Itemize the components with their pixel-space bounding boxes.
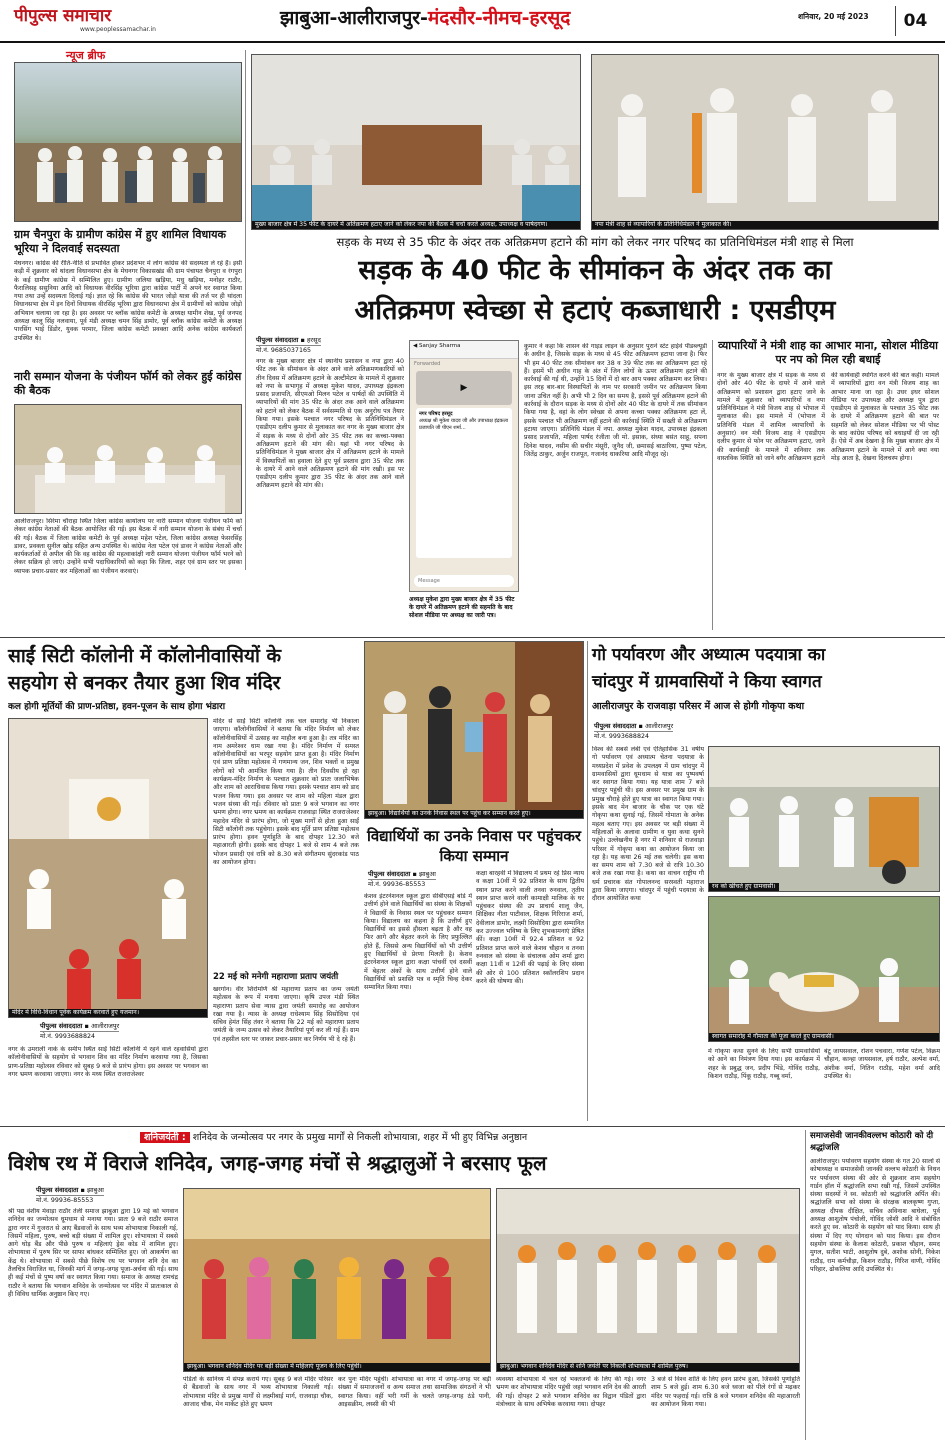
shani-byline: पीपुल्स संवाददाता ▪ झाबुआ मो.नं. 99936-85553 (36, 1186, 104, 1204)
section-rule-2 (0, 1126, 945, 1127)
brief-headline-2: नारी सम्मान योजना के पंजीयन फॉर्म को लेकर हुई कांग्रेस की बैठक (14, 370, 242, 397)
shani-column-4: व्यवस्था शोभायात्रा में चल रहे भक्तजनों के लिए की गई। नगर भ्रमण कर शोभायात्रा मंदिर पहुंची जहां भगवान शनि देव की आरती की गई। दोपहर 2 बजे भगवान शनिदेव का विद्वान पंडितों द्वारा मंत्रोच्चार के साथ अभिषेक करवाया गया। दोपहर (496, 1376, 646, 1408)
brief-headline-1: ग्राम चैनपुरा के ग्रामीण कांग्रेस में हुए शामिल विधायक भूरिया ने दिलवाई सदस्यता (14, 228, 226, 255)
edition-title-a: झाबुआ-आलीराजपुर- (280, 7, 428, 29)
shani-photo-2 (496, 1188, 800, 1372)
brief-photo-2 (14, 404, 242, 514)
brief-label-text: न्यूज ब्रीफ (66, 49, 106, 62)
logo (14, 6, 174, 36)
lead-byline-place: हरसूद (306, 336, 321, 344)
shani-byline-phone: मो.नं. 99936-85553 (36, 1195, 104, 1205)
obit-headline: समाजसेवी जानकीवल्लभ कोठारी को दी श्रद्धांजलि (810, 1131, 934, 1153)
shani-byline-name: पीपुल्स संवाददाता (36, 1186, 79, 1194)
brief-text-1: मेघनगर। कांग्रेस की रीति-नीति से प्रभावित होकर प्रदेशभर में लोग कांग्रेस की सदस्यता ले रहे हैं। इसी कड़ी में शुक्रवार को थांदला विधानसभा क्षेत्र के मेघनगर विकासखंड की ग्राम पंचायत चैनपुरा व रंगपुरा के कई ग्रामीण कांग्रेस में सम्मिलित हुए। ग्रामीण जलिया खड़िया, मधु खड़िया, मनोहर राठौर, फैरालिसह ससुनिया आदि को विधायक वीरसिंह भूरिया द्वारा कांग्रेस पार्टी में अपने घर स्वागत किया गया तथा उन्हें सदस्यता दिलाई गई। ज्ञात रहे कि कांग्रेस की भारत जोड़ो यात्रा की तर्ज पर ही थांदला विधानसभा क्षेत्र में इन दिनों विधायक वीरसिंह भूरिया द्वारा विधानसभा क्षेत्र में ग्रामीणों को कांग्रेस जोड़ो अभियान चलाया जा रहा है। इस अवसर पर ब्लॉक कांग्रेस कमेटी के अध्यक्ष यामीन शेख, पूर्व जनपद अध्यक्ष कालू सिंह नलवाया, पूर्व मंडी अध्यक्ष चमन सिंह डामोर, पूर्व ब्लॉक कांग्रेस कमेटी के अध्यक्ष पारसिंग भाई डिंडोर, युवक परमार, जिला कांग्रेस कमेटी प्रवक्ता आदि अनेक कांग्रेस कार्यकर्ता उपस्थित थे। (14, 260, 242, 342)
edition-title (280, 6, 570, 30)
news-brief (6, 48, 244, 575)
sai-caption: मंदिर में विधि-विधान पूर्वक कार्यक्रम करवाते हुए यजमान। (9, 1009, 208, 1017)
shani-kicker (140, 1131, 800, 1144)
meeting-room-image (252, 55, 581, 230)
logo-text: पीपुल्स समाचार (14, 6, 112, 26)
lead-side-text: नगर के मुख्य बाजार क्षेत्र में सड़क के मध्य से दोनों ओर 40 फीट के दायरे में आने वाले अतिक्रमण को प्रशासन द्वारा हटाए जाने के मामले में शुक्रवार को व्यापारियों व नपा प्रतिनिधिमंडल ने मंत्री विजय शाह से भोपाल में मुलाकात की। इस मामले में (भोपाल में प्रतिनिधि मंडल में शामिल व्यापारियों के अनुसार) वन मंत्री विजय शाह ने एसडीएम दलीप कुमार से फोन पर अतिक्रमण हटाए, जाने की कार्यवाही के मामले में शनिवार तक वास्तविक स्थिति को जाने बगैर अतिक्रमण हटाने की कार्यवाही स्थगित करने की बात कही। मामले में व्यापारियों द्वारा वन मंत्री विजय शाह का आभार माना जा रहा है। उधर इधर सोशल मीडिया पर उपाध्यक्ष और अध्यक्ष पुत्र द्वारा एसडीएम से मुलाकात के पश्चात 35 फीट तक के दायरे में अतिक्रमण हटाने की बात पर सहमति को लेकर सोशल मीडिया पर भी पोस्ट के बाद कांग्रेस परिषद को बधाइयाँ दी जा रही हैं। ऐसे में अब देखना है कि मुख्य बाजार क्षेत्र में अतिक्रमण हटाने के मामले में आगे क्या नया मोड़ आता है, देखना दिलचस्प होगा। (717, 372, 939, 462)
students-image (365, 642, 584, 819)
shani-kicker-tag: शनिजयंती : (140, 1132, 190, 1143)
gau-subheadline: आलीराजपुर के राजवाड़ा परिसर में आज से होगी गोकृपा कथा (592, 701, 805, 712)
student-byline: पीपुल्स संवाददाता ▪ झाबुआ मो.नं. 99936-85553 (368, 870, 436, 888)
jayanti-headline: 22 मई को मनेगी महाराणा प्रताप जयंती (213, 972, 339, 982)
obit-divider (805, 1130, 806, 1440)
left-column-divider (245, 50, 246, 570)
gau-byline-place: आलीराजपुर (644, 722, 674, 730)
masthead-rule (0, 41, 945, 43)
delegation-image (592, 55, 939, 230)
brief-photo-1 (14, 62, 242, 222)
chat-input[interactable] (414, 575, 514, 587)
gau-byline-name: पीपुल्स संवाददाता (594, 722, 637, 730)
shani-kicker-text: शनिदेव के जन्मोत्सव पर नगर के प्रमुख मार्गों से निकली शोभायात्रा, शहर में भी हुए विभिन्न अनुष्ठान (192, 1132, 528, 1143)
student-headline: विद्यार्थियों का उनके निवास पर पहुंचकर किया सम्मान (366, 827, 582, 865)
chat-forwarded: Forwarded (414, 361, 441, 367)
women-worship-image (184, 1189, 491, 1372)
shani-caption-2: झाबुआ। भगवान शनिदेव मंदिर से शनि जयंती पर निकली शोभायात्रा में शामिल पुरुष। (497, 1363, 800, 1371)
sai-byline-place: आलीराजपुर (90, 1022, 120, 1030)
gau-column-2: में गोकृपा कथा सुनने के लिए सभी ग्रामवासियों को आने का निमंत्रण दिया गया। इस कार्यक्रम में शहर के प्रबुद्ध जन, प्रदीप भिंडे, गोविंद राठौड़, किशन राठौड़, पिंकू राठौड़, गब्बू वर्मा, (708, 1048, 820, 1080)
gau-photo-2 (708, 896, 940, 1042)
sai-byline-name: पीपुल्स संवाददाता (40, 1022, 83, 1030)
student-column-1: केशव इंटरनेशनल स्कूल द्वारा सीबीएसई बोर्ड में उत्तीर्ण होने वाले विद्यार्थियों का संस्था के शिक्षकों ने विद्यार्थी के निवास स्थल पर पहुंचकर सम्मान किया। विद्यालय का कहना है कि उत्तीर्ण हुए विद्यार्थियों का इससे हौसला बढ़ता है और वह फिर आगे और बेहतर करने के लिए प्रफुल्लित होते हैं, जिससे अन्य विद्यार्थियों को भी उत्तीर्ण हुए विद्यार्थियों से प्रेरणा मिलती है। केशव इंटरनेशनल स्कूल द्वारा कक्षा पांचवीं एवं दसवीं में बेहतर अंकों के साथ उत्तीर्ण होने वाले विद्यार्थियों को प्रशस्ति पत्र व स्मृति चिन्ह देकर सम्मानित किया गया। (364, 893, 472, 992)
cow-worship-image (709, 897, 940, 1042)
shani-caption-1: झाबुआ। भगवान शनिदेव मंदिर पर बड़ी संख्या में महिलाएं पूजन के लिए पहुंचीं। (184, 1363, 491, 1371)
shani-headline: विशेष रथ में विराजे शनिदेव, जगह-जगह मंचों से श्रद्धालुओं ने बरसाए फूल (8, 1151, 547, 1175)
edition-title-b: मंदसौर-नीमच-हरसूद (427, 7, 571, 29)
student-column-2: कक्षा बारहवीं में विद्यालय में प्रथम रहे प्रिंस न्याय व कक्षा 10वीं में 92 प्रतिशत के साथ द्वितीय स्थान प्राप्त करने वाली तनवा रुनवाल, तृतीय स्थान प्राप्त करने वाली कामाक्षी मालिक के घर पहुंचकर संस्था की उप प्राचार्य शालू जैन, शिक्षिका नीता पाटीवाल, शिक्षक गिरिराज शर्मा, देवीलाल डामोर, लक्ष्मी सिसोदिया द्वारा सम्मानित कर उज्ज्वल भविष्य के लिए शुभकामनाएं प्रेषित कीं। कक्षा 10वीं में 92.4 प्रतिशत व 92 प्रतिशत प्राप्त करने वाले केशव चौहान व तनवा रुनवाल को संस्था के संचालक ओम शर्मा द्वारा कक्षा 11वीं व 12वीं की पढ़ाई के लिए संस्था की ओर से 100 प्रतिशत स्कॉलरशिप प्रदान करने की घोषणा की। (476, 870, 584, 985)
sai-photo (8, 718, 208, 1018)
lead-photo-1 (251, 54, 581, 230)
student-byline-name: पीपुल्स संवाददाता (368, 870, 411, 878)
sai-subheadline: कल होगी मूर्तियों की प्राण-प्रतिष्ठा, हवन-पूजन के साथ होगा भंडारा (8, 702, 226, 712)
chat-input-placeholder: Message (418, 578, 440, 584)
lead-byline-name: पीपुल्स संवाददाता (256, 336, 299, 344)
brief-label (66, 48, 105, 63)
lead-caption-1: मुख्य बाजार क्षेत्र में 35 फीट के दायरे में अतिक्रमण हटाए जाने को लेकर नपा की बैठक में चर्चा करते अध्यक्ष, उपाध्यक्ष व पार्षदगण। (252, 221, 581, 229)
gau-column-1: विश्व की सबसे लंबी एवं ऐतिहासिक 31 वर्षीय गो पर्यावरण एवं अध्यात्म चेतना पदयात्रा के मध्यप्रदेश में प्रवेश के उपलक्ष्य में ग्राम चांदपुर में ग्रामवासियों द्वारा धूमधाम से यात्रा का पुष्पवर्षा कर स्वागत किया गया। यह यात्रा शाम 7 बजे चांदपुर पहुंची थी। इस अवसर पर प्रमुख ग्राम के प्रमुख चौराहे होते हुए यात्रा का स्वागत किया गया। इसके बाद मेन बाजार के चौक पर एक घंटे गोकृपा कथा सुनाई गई, जिसमें गोमाता के अनेक महत्व बताए गए। इस अवसर पर बड़ी संख्या में महिलाओं के अलावा ग्रामीण व युवा कथा सुनने पहुंचे। उल्लेखनीय है नगर में शनिवार से राजवाड़ा परिसर में गोकृपा कथा का आयोजन किया जा रहा है। यह कथा 26 मई तक चलेगी। इस कथा का समय शाम को 7.30 बजे से रात्रि 10.30 बजे तक रखा गया है। कथा का वाचन राष्ट्रीय गौ धर्म प्रचारक संत गोपालनन्द सरस्वती महाराज द्वारा किया जाएगा। चांदपुर में पहुंची पदयात्रा के दौरान आयोजित कथा (592, 746, 704, 903)
sai-column-2: मंदिर से साईं सिटी कॉलोनी तक चल समारोह भी निकाला जाएगा। कॉलोनीवासियों ने बताया कि मंदिर निर्माण को लेकर कॉलोनीवासियों में उत्साह का माहौल बना हुआ है। तत्र मंदिर का नाम अमरेश्वर धाम रखा गया है। मंदिर निर्माण में समस्त कॉलोनीवासियों का भरपूर सहयोग प्राप्त हुआ है। मंदिर निर्माण एवं प्राण प्रतिष्ठा महोत्सव में गणमान्य जन, शिव भक्तों व प्रमुख लोगों को भी आमंत्रित किया गया है। तीन दिवसीय हो रहा कार्यक्रम-मंदिर निर्माण के पश्चात शुक्रवार को प्रातः जलाभिषेक और शाम को आराधिवास किया गया। इसके पश्चात शाम को डाद भजन किया गया। इस अवसर पर शाम को महिला मंडल द्वारा भजन संध्या की गई। रविवार को प्रातः 9 बजे भगवान का नगर भ्रमण होगा। नगर भ्रमण का कार्यक्रम राजवाड़ा स्थित राजराजेश्वर महादेव मंदिर से प्रारंभ होगा, जो मुख्य मार्गों से होता हुआ साईं सिटी कॉलोनी तक पहुंचेगा। इसके बाद मूर्ति प्राण प्रतिष्ठा महोत्सव प्रारंभ होगा। हवन पूर्णाहुति के बाद दोपहर 12.30 बजे महाआरती होगी। इसके बाद दोपहर 1 बजे से शाम 4 बजे तक भोजन प्रसादी एवं रात्रि को 8.30 बजे संगीतमय सुंदरकांड पाठ का आयोजन होगा। (213, 718, 359, 867)
lead-photo-2 (591, 54, 939, 230)
gau-headline-line-1: गो पर्यावरण और अध्यात्म पदयात्रा का (592, 645, 826, 665)
shani-byline-place: झाबुआ (86, 1186, 104, 1194)
shani-column-3: कर पुनः मंदिर पहुंची। शोभायात्रा का नगर में जगह-जगह पर बड़ी संख्या में समाजजनों व अन्य समाज तथा सामाजिक संगठनों ने भी स्वागत किया। वहीं भरी गर्मी के चलते जगह-जगह ठंडे पानी, आइसक्रीम, लस्सी की भी (338, 1376, 491, 1408)
student-byline-place: झाबुआ (418, 870, 436, 878)
procession-image (497, 1189, 800, 1372)
student-photo (364, 641, 584, 819)
lead-kicker: सड़क के मध्य से 35 फीट के अंदर तक अतिक्रमण हटाने की मांग को लेकर नगर परिषद का प्रतिनिधिमंडल मंत्री शाह से मिला (336, 235, 854, 249)
sai-byline-phone: मो.नं. 9993688824 (40, 1031, 119, 1041)
gau-byline-phone: मो.नं. 9993688824 (594, 731, 673, 741)
shani-photo-1 (183, 1188, 491, 1372)
student-gau-divider (587, 641, 588, 1121)
gau-photo-1 (708, 746, 940, 892)
shani-column-1: श्री पद्य वंशीय मेवाड़ा राठौर तेली समाज झाबुआ द्वारा 19 मई को भगवान शनिदेव का जन्मोत्सव धूमधाम से मनाया गया। प्रातः 9 बजे राठौर समाज द्वारा नगर में गुजरात से आए बैंडवाजों के साथ भव्य शोभायात्रा निकाली गई, जिसमें महिला, पुरुष, बच्चे बड़ी संख्या में शामिल हुए। शोभायात्रा में सबसे आगे घोड़ बैंड और पीछे पुरुष व महिलाएं ड्रेस कोड में शामिल हुए। शोभायात्रा में पुरुष सिर पर साफा बांधकर सम्मिलित हुए। जो आकर्षण का केंद्र थे। शोभायात्रा में सबसे पीछे विशेष रथ पर भगवान शनि देव का तैलचित्र विराजित था, जिनकी मार्ग में जगह-जगह पूजा-अर्चना की गई। साथ ही कई मंचों से पुष्प वर्षा कर स्वागत किया गया। समाज के अध्यक्ष रामचंद्र राठौर ने बताया कि भगवान शनिदेव के जन्मोत्सव पर मंदिर में प्रातःकाल से ही विविध धार्मिक अनुष्ठान किए गए। (8, 1208, 178, 1298)
sai-byline: पीपुल्स संवाददाता ▪ आलीराजपुर मो.नं. 9993688824 (40, 1022, 120, 1040)
lead-byline-phone: मो.नं. 9685037165 (256, 345, 321, 355)
gau-byline: पीपुल्स संवाददाता ▪ आलीराजपुर मो.नं. 9993688824 (594, 722, 674, 740)
issue-date: शनिवार, 20 मई 2023 (798, 12, 869, 21)
gau-headline-line-2: चांदपुर में ग्रामवासियों ने किया स्वागत (592, 672, 822, 692)
section-rule-1 (0, 637, 945, 638)
chat-contact: Sanjay Sharma (418, 343, 461, 349)
brief-text-2: आलीराजपुर। सिरेमा चौराहा स्थित जिला कांग्रेस कार्यालय पर नारी सम्मान योजना पंजीयन फॉर्म को लेकर कांग्रेस नेताओं की बैठक आयोजित की गई। इस बैठक में नारी सम्मान योजना के संबंध में चर्चा की गई। बैठक में जिला कांग्रेस कमेटी के पूर्व अध्यक्ष महेश पटेल, जिला कांग्रेस अध्यक्ष फेसरसिंह डावर, प्रवक्ता सुनील खोड़ सहित अन्य उपस्थित थे। कांग्रेस नेता पटेल एवं डावर ने कांग्रेस नेताओं और कार्यकर्ताओं से अपील की कि वह कांग्रेस की महत्वाकांक्षी नारी सम्मान योजना पंजीयन फॉर्म भरने को लेकर सक्रिय हो जाएं। उन्होंने सभी पदाधिकारियों को कहा कि जिला, शहर एवं ग्राम स्तर पर इसका व्यापक प्रचार-प्रसार कर महिलाओं का पंजीयन करवाएं। (14, 518, 242, 575)
play-icon: ▶ (460, 383, 468, 393)
lead-side-divider (712, 340, 713, 630)
chat-bubble (416, 408, 512, 558)
back-arrow-icon: ◀ (413, 343, 418, 349)
phone-screenshot (409, 340, 519, 592)
gau-column-3: बंटू जायसवाल, रोशन पचवारा, गणेश पटेल, विक्रम चौहान, कान्हा जायसवाल, हर्ष राठौर, अल्पेश वर्मा, अंशीक वर्मा, नितिन राठौड़, महेश वर्मा आदि उपस्थित थे। (824, 1048, 940, 1080)
shani-column-2: पंडितों के सानिध्य में संपन्न कराये गए। सुबह 9 बजे मंदिर परिसर से बैंडवाजों के साथ नगर में भव्य शोभायात्रा निकाली गई। शोभायात्रा मंदिर से प्रमुख मार्गों से लक्ष्मीबाई मार्ग, राजवाड़ा चौक, आजाद चौक, मेन मार्केट होते हुए भ्रमण (183, 1376, 333, 1408)
crowd-image (15, 63, 242, 222)
lead-caption-2: नपा मंत्री शाह से व्यापारियों के प्रतिनिधिमंडल ने मुलाकात की। (592, 221, 939, 229)
lead-headline-line-1: सड़क के 40 फीट के सीमांकन के अंदर तक का (358, 255, 832, 286)
lead-headline-line-2: अतिक्रमण स्वेच्छा से हटाएं कब्जाधारी : एसडीएम (354, 295, 836, 326)
jayanti-text: खरगोन। वीर शिरोमणि श्री महाराणा प्रताप का जन्म जयंती महोत्सव के रूप में मनाया जाएगा। कृषि उपज मंडी स्थित महाराणा प्रताप सेवा न्यास द्वारा जयंती समारोह का आयोजन रखा गया है। न्यास के अध्यक्ष राधेश्याम सिंह सिसोदिया एवं सचिव हेमंत सिंह तंवर ने बताया कि 22 मई को महाराणा प्रताप जयंती के जन्म उत्सव को लेकर तैयारियां पूर्ण कर ली गई हैं। ग्राम एवं तहसील स्तर पर जाकर प्रचार-प्रसार कर निर्णय भी दे रहे हैं। (213, 986, 359, 1043)
chat-header (410, 341, 518, 359)
chat-bubble-title: नगर परिषद हरसूद (419, 411, 453, 417)
gau-caption-1: रथ को खींचते हुए ग्रामवासी। (709, 883, 779, 891)
phone-caption: अध्यक्ष मुकेश द्वारा मुख्य बाजार क्षेत्र में 35 फीट के दायरे में अतिक्रमण हटाने की सहमति के बाद सोशल मीडिया पर अध्यक्ष का जारी पत्र। (409, 596, 515, 619)
chariot-image (709, 747, 940, 892)
voice-note (416, 371, 512, 405)
lead-column-3: कुमार ने कहा कि शासन की गाइड लाइन के अनुसार पुराने स्टेट हाईवे पीडब्ल्यूडी के अधीन है, जिसके सड़क के मध्य से 45 फीट अतिक्रमण हटाया जाना है। फिर भी हम 40 फीट तक सीमांकन कर 38 व 39 फीट तक का अतिक्रमण हटा रहे हैं। इसमें भी अधीन गाह के अंत में जिन लोगों के ऊपर अतिक्रमण हटाने की कार्रवाई की गई थी, उन्होंने 15 दिनों में दो बार आप पक्का अतिक्रमण कर लिया। इस तरह बार-बार विस्थापितों के नाम पर सरकारी जमीन पर अतिक्रमण किया जाना उचित नहीं है। अभी भी 2 दिन का समय है, इससे पूर्व अतिक्रमण हटाने की कार्रवाई के दौरान सड़क के मध्य से दोनों ओर 40 फीट के दायरे में तक सीमांकन किया गया है, वहां के लोग स्वेच्छा से अपना कच्चा पक्का अतिक्रमण हटा लें, इसके पश्चात भी अतिक्रमण नहीं हटाने की कार्रवाई स्थिति में सख्ती से अतिक्रमण हटाया जाएगा। प्रतिनिधि मंडल में नपा. अध्यक्ष मुकेश यादव, उपाध्यक्ष इंद्रकला प्रसाद प्रजापति, महिला पार्षद रंजीता जी मो. इसाक, संध्या बसंत साहू, सपना दिनेश यादव, नसीम की सचीर मंसूरी, जुनैद जी, छमासई बाठारिया, पुष्पा पटेल, जितेंद्र ठाकुर, अर्जुन राजपूत, गजानंद धाकरिया आदि मौजूद रहे। (524, 343, 707, 458)
lead-byline: पीपुल्स संवाददाता ▪ हरसूद मो.नं. 9685037165 (256, 336, 321, 354)
logo-url: www.peoplessamachar.in (80, 26, 156, 33)
page-number: 04 (895, 6, 935, 36)
temple-ceremony-image (9, 719, 208, 1018)
masthead (0, 0, 945, 44)
sai-headline-line-1: साईं सिटी कॉलोनी में कॉलोनीवासियों के (8, 645, 282, 667)
sai-headline-line-2: सहयोग से बनकर तैयार हुआ शिव मंदिर (8, 672, 281, 694)
shani-column-5: 3 बजे से विश्व शांति के लिए हवन प्रारंभ हुआ, जिसकी पूर्णाहुति शाम 5 बजे हुई। शाम 6.30 बजे ध्वजा को पीले रंगों से मढ़कर मंदिर पर फहराई गई। रात्रि 8 बजे भगवान शनिदेव की महाआरती का आयोजन किया गया। (651, 1376, 800, 1408)
sai-column-1: नगर के उमराली नाके के समीप स्थित साईं सिटी कॉलोनी में रहने वाले रहवासियों द्वारा कॉलोनीवासियों के सहयोग से भगवान शिव का मंदिर निर्माण करवाया गया है, जिसका प्राण-प्रतिष्ठा महोत्सव रविवार को सुबह 9 बजे से प्रारंभ होगा। इस अवसर पर भगवान का नगर भ्रमण करवाया जाएगा। नगर के मध्य स्थित राजराजेश्वर (8, 1046, 208, 1078)
obit-text: आलीराजपुर। पर्यावरण सहयोग संस्था के गत 20 सालों से कोषाध्यक्ष व समाजसेवी जानकी वल्लभ कोठारी के निधन पर पर्यावरण संस्था की ओर से शुक्रवार शाम सहयोग गार्डन हॉल में श्रद्धांजलि सभा रखी गई, जिसमें उपस्थित संस्था सदस्यों ने स्व. कोठारी को श्रद्धांजलि अर्पित की। श्रद्धांजलि सभा को संस्था के संरक्षक बालकृष्ण गुप्ता, अध्यक्ष दीपक दीक्षित, सचिव अविनाश बाघेला, पूर्व अध्यक्ष आशुतोष पंचोली, गोविंद जोशी आदि ने संबोधित करते हुए स्व. कोठारी के सहयोग को याद किया। साथ ही संस्था में दिए गए योगदान को याद किया। इस दौरान सहयोग संस्था के कैलाश कोठारी, प्रकाश चौहान, समद मुगल, सतीश भाटी, आशुतोष दुबे, अशोक सोनी, निकेश राठौड़, राम कर्मचौड़ा, किशन राठौड़, गिरिश वाणी, गोविंद परिहार, ढोकलिया आदि उपस्थित थे। (810, 1158, 940, 1273)
lead-column-1: नगर के मुख्य बाजार क्षेत्र में स्थानीय प्रशासन व नपा द्वारा 40 फीट तक के सीमांकन के अंदर आने वाले अतिक्रमणकारियों को तीन दिवस में अतिक्रमण हटाने के अल्टीमेटम के मामले में शुक्रवार को नपा के सभागृह में अध्यक्ष मुकेश यादव, उपाध्यक्ष इंद्रकला प्रसाद प्रजापति, सीएमओ मिलन पटेल व पार्षदों की उपस्थिति में व्यापारियों की मांग 35 फीट के अंदर तक आने वाले अतिक्रमण को हटाने को लेकर बैठक में सर्वसम्मति से एक अनुरोध पत्र तैयार किया गया। इसके पश्चात नगर परिषद के प्रतिनिधिमंडल ने एसडीएम दलीप कुमार से मुलाकात कर नगर के मुख्य बाजार क्षेत्र में सड़क के मध्य से दोनों ओर 35 फीट तक का कच्चा-पक्का अतिक्रमण हटाने की मांग की। यहां भी नगर परिषद के प्रतिनिधिमंडल ने मुख्य बाजार क्षेत्र में अतिक्रमण हटाने के मामले में विस्थापितों का हवाला देते हुए पूर्व प्रस्ताव द्वारा 35 फीट तक के दायरे में आने वाले अतिक्रमण हटाने की मांग रखी। इस पर एसडीएम दलीप कुमार द्वारा 35 फीट के अंदर तक आने वाले अतिक्रमण हटाने की मांग की। (256, 358, 404, 490)
meeting-image (15, 405, 242, 514)
lead-side-headline: व्यापारियों ने मंत्री शाह का आभार माना, सोशल मीडिया पर नप को मिल रही बधाई (718, 339, 938, 366)
gau-caption-2: स्वागत समारोह में गौमाता की पूजा करते हुए ग्रामवासी। (709, 1033, 940, 1041)
student-caption: झाबुआ। विद्यार्थियों का उनके निवास स्थल पर पहुंच कर सम्मान करते हुए। (365, 810, 584, 818)
chat-bubble-text: अध्यक्ष श्री मुकेश यादव जी और उपाध्यक्ष इंद्रकला प्रजापति जी पीएन शर्मा... (419, 418, 509, 431)
student-byline-phone: मो.नं. 99936-85553 (368, 879, 436, 889)
